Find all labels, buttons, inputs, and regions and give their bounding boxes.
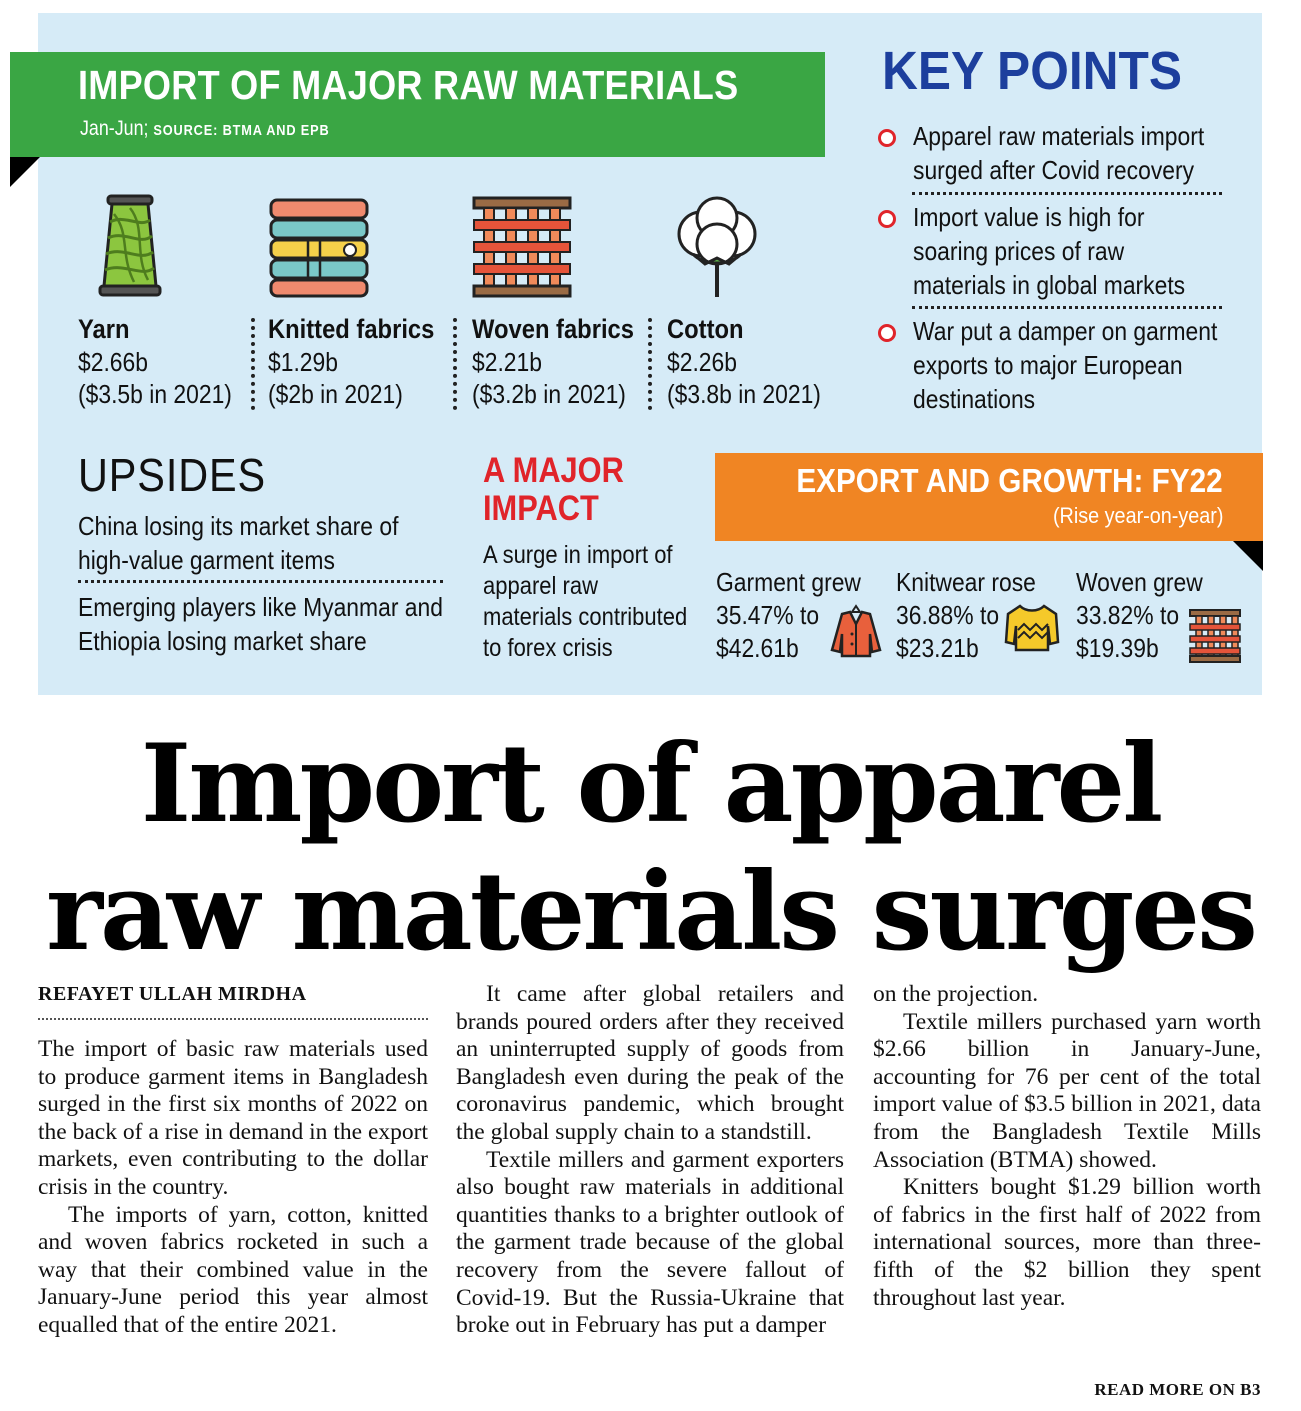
cotton-icon	[667, 194, 777, 299]
import-header-subtitle	[80, 117, 330, 141]
item-name: Knitted fabrics	[268, 314, 435, 344]
paragraph: on the projection.	[873, 981, 1039, 1007]
export-line: $42.61b	[716, 633, 799, 663]
item-previous: ($3.5b in 2021)	[78, 379, 232, 409]
banner-fold	[10, 157, 40, 187]
headline	[0, 720, 1301, 976]
sweater-icon	[1004, 600, 1060, 656]
paragraph: The imports of yarn, cotton, knitted and woven fabrics rocketed in such a way that their combined value in the January-June period this year almost equalled that of the entire 2021.	[38, 1201, 428, 1338]
item-value: $2.66b	[78, 347, 148, 377]
import-period: Jan-Jun;	[80, 117, 149, 140]
headline-line: raw materials surges	[46, 849, 1255, 975]
item-previous: ($3.2b in 2021)	[472, 379, 626, 409]
import-item-knitted	[268, 312, 448, 410]
item-value: $2.21b	[472, 347, 542, 377]
item-name: Woven fabrics	[472, 314, 634, 344]
divider	[78, 580, 443, 583]
key-point-text: Apparel raw materials import surged after Covid recovery	[913, 121, 1205, 185]
upsides-title: UPSIDES	[78, 449, 267, 501]
export-line: 35.47% to	[716, 600, 820, 630]
key-point-text: Import value is high for soaring prices of raw materials in global markets	[913, 202, 1186, 300]
banner-fold	[1233, 541, 1263, 571]
export-item-woven	[1076, 566, 1203, 665]
item-value: $1.29b	[268, 347, 338, 377]
export-growth-title: EXPORT AND GROWTH: FY22	[796, 462, 1223, 499]
major-impact-text: A surge in import of apparel raw materials contributed to forex crisis	[483, 541, 688, 662]
import-item-cotton	[667, 312, 847, 410]
export-line: Woven grew	[1076, 567, 1203, 597]
export-line: $19.39b	[1076, 633, 1159, 663]
divider	[648, 318, 652, 410]
import-source: SOURCE: BTMA AND EPB	[153, 122, 330, 139]
item-name: Yarn	[78, 314, 130, 344]
divider	[251, 318, 255, 410]
paragraph: It came after global retailers and brands poured orders after they received an uninterrupted supply of goods from Bangladesh even during the peak of the coronavirus pandemic, which brought the global supply chain to a standstill.	[456, 981, 844, 1145]
bullet-icon	[878, 324, 896, 342]
export-line: Knitwear rose	[896, 567, 1036, 597]
item-previous: ($2b in 2021)	[268, 379, 403, 409]
key-point	[878, 314, 1223, 416]
item-previous: ($3.8b in 2021)	[667, 379, 821, 409]
headline-line: Import of apparel	[140, 721, 1161, 847]
key-point-text: War put a damper on garment exports to major European destinations	[913, 316, 1218, 414]
upside-item: China losing its market share of high-value garment items	[78, 511, 399, 575]
export-line: 36.88% to	[896, 600, 1000, 630]
paragraph: Knitters bought $1.29 billion worth of fabrics in the first half of 2022 from international sources, more than three-fifth of the $2 billion they spent throughout last year.	[873, 1174, 1261, 1311]
article-column-2	[456, 981, 844, 1340]
upside-item: Emerging players like Myanmar and Ethiopia losing market share	[78, 592, 443, 656]
paragraph: Textile millers purchased yarn worth $2.66 billion in January-June, accounting for 76 per cent of the total import value of $3.5 billion in 2021, data from the Bangladesh Textile Mills Association (BTMA) showed.	[873, 1008, 1261, 1173]
key-point	[878, 119, 1223, 187]
import-header-title: IMPORT OF MAJOR RAW MATERIALS	[78, 62, 739, 108]
item-name: Cotton	[667, 314, 744, 344]
export-line: Garment grew	[716, 567, 861, 597]
jacket-icon	[828, 604, 884, 660]
export-line: $23.21b	[896, 633, 979, 663]
woven-fabric-icon	[472, 194, 582, 299]
export-growth-subtitle: (Rise year-on-year)	[1052, 503, 1223, 528]
paragraph: Textile millers and garment exporters also bought raw materials in additional quantities thanks to a brighter outlook of the garment trade because of the global recovery from the severe fallout of Covid-19. But the Russia-Ukraine that broke out in February has put a damper	[456, 1146, 844, 1339]
import-item-woven	[472, 312, 652, 410]
bullet-icon	[878, 129, 896, 147]
folded-fabric-icon	[268, 194, 378, 299]
paragraph: The import of basic raw materials used to produce garment items in Bangladesh surged in the first six months of 2022 on the back of a rise in demand in the export markets, even contributing to the dollar crisis in the country.	[38, 1036, 428, 1200]
import-item-yarn	[78, 312, 258, 410]
byline: REFAYET ULLAH MIRDHA	[38, 983, 307, 1005]
divider	[453, 318, 457, 410]
major-impact-title: A MAJOR IMPACT	[483, 451, 624, 528]
divider	[912, 306, 1222, 309]
woven-fabric-icon	[1188, 608, 1244, 664]
byline-divider	[38, 1018, 428, 1020]
read-more-link[interactable]: READ MORE ON B3	[1094, 1380, 1261, 1399]
divider	[912, 192, 1222, 195]
bullet-icon	[878, 210, 896, 228]
article-column-1	[38, 1036, 428, 1340]
item-value: $2.26b	[667, 347, 737, 377]
yarn-spool-icon	[90, 194, 200, 299]
export-line: 33.82% to	[1076, 600, 1180, 630]
key-points-title: KEY POINTS	[882, 41, 1183, 101]
key-point	[878, 200, 1223, 302]
article-column-3	[873, 981, 1261, 1312]
